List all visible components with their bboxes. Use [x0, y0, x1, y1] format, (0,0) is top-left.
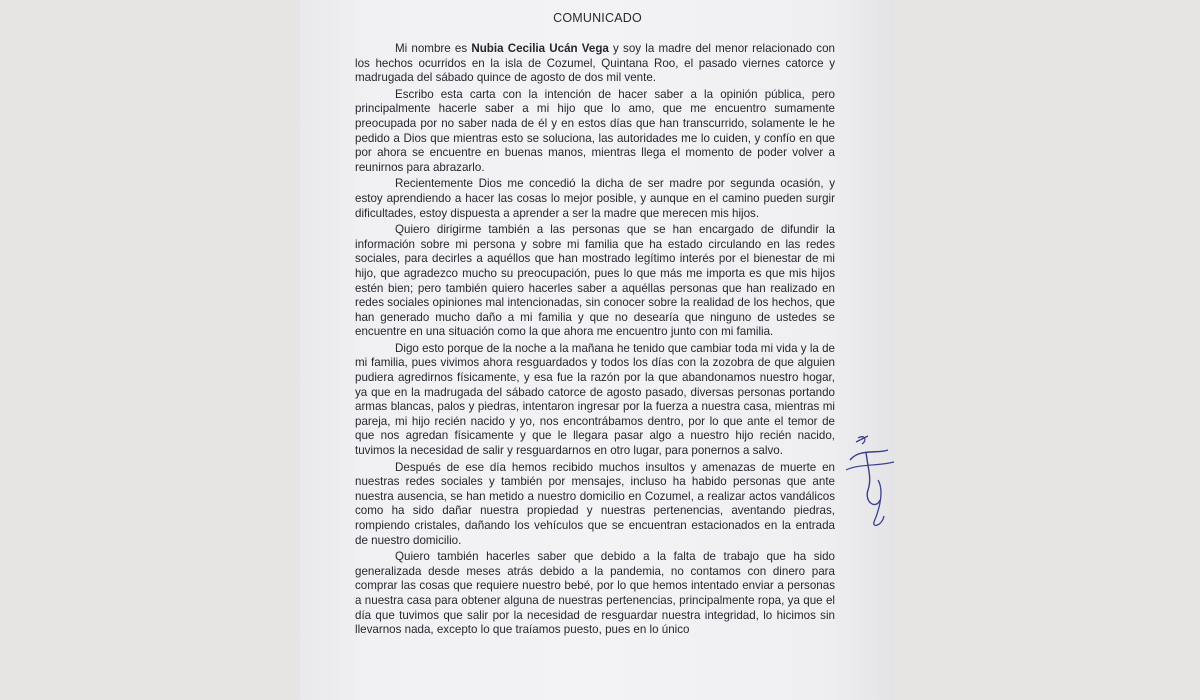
document-body	[355, 42, 835, 640]
left-background	[0, 0, 300, 700]
author-name: Nubia Cecilia Ucán Vega	[471, 42, 609, 55]
paragraph-4: Digo esto porque de la noche a la mañana he tenido que cambiar toda mi vida y la de mi familia, pues vivimos ahora resguardados y todos los días con la zozobra de que alguien pudiera agredirnos físicamente, y esa fue la razón por la que abandonamos nuestro hogar, ya que en la madrugada del sábado catorce de agosto pasado, diversas personas portando armas blancas, palos y piedras, intentaron ingresar por la fuerza a nuestra casa, mientras mi pareja, mi hijo recién nacido y yo, nos encontrábamos dentro, por lo que ante el temor de que nos agredan físicamente y que le llegara pasar algo a nuestro hijo recién nacido, tuvimos la necesidad de salir y resguardarnos en otro lugar, para ponernos a salvo.	[355, 341, 835, 458]
document-page	[300, 0, 895, 700]
handwritten-signature	[838, 430, 898, 530]
signature-icon	[838, 430, 898, 530]
document-title: COMUNICADO	[553, 11, 642, 25]
paragraph-2: Recientemente Dios me concedió la dicha de ser madre por segunda ocasión, y estoy aprendiendo a hacer las cosas lo mejor posible, y aunque en el camino pueden surgir dificultades, estoy dispuesta a aprender a ser la madre que merecen mis hijos.	[355, 177, 835, 220]
paragraph-5: Después de ese día hemos recibido muchos insultos y amenazas de muerte en nuestras redes sociales y también por mensajes, incluso ha habido personas que ante nuestra ausencia, se han metido a nuestro domicilio en Cozumel, a realizar actos vandálicos como ha sido dañar nuestra propiedad y nuestras pertenencias, aventando piedras, rompiendo cristales, dañando los vehículos que se encuentran estacionados en la entrada de nuestro domicilio.	[355, 460, 835, 547]
intro-paragraph: Mi nombre es Nubia Cecilia Ucán Vega y soy la madre del menor relacionado con los hechos ocurridos en la isla de Cozumel, Quintana Roo, el pasado viernes catorce y madrugada del sábado quince de agosto de dos mil vente.	[355, 42, 835, 85]
paragraph-1: Escribo esta carta con la intención de hacer saber a la opinión pública, pero principalmente hacerle saber a mi hijo que lo amo, que me encuentro sumamente preocupada por no saber nada de él y en estos días que han transcurrido, solamente le he pedido a Dios que mientras esto se soluciona, las autoridades me lo cuiden, y confío en que por ahora se encuentre en buenas manos, mientras llega el momento de poder volver a reunirnos para abrazarlo.	[355, 87, 835, 174]
paragraph-6: Quiero también hacerles saber que debido a la falta de trabajo que ha sido generalizada desde meses atrás debido a la pandemia, no contamos con dinero para comprar las cosas que requiere nuestro bebé, por lo que hemos intentado enviar a personas a nuestra casa para obtener alguna de nuestras pertenencias, principalmente ropa, ya que el día que tuvimos que salir por la necesidad de resguardar nuestra integridad, lo hicimos sin llevarnos nada, excepto lo que traíamos puesto, pues en lo único	[355, 550, 835, 637]
right-background	[895, 0, 1200, 700]
paragraph-3: Quiero dirigirme también a las personas que se han encargado de difundir la información sobre mi persona y sobre mi familia que ha estado circulando en las redes sociales, para decirles a aquéllos que han mostrado legítimo interés por el bienestar de mi hijo, que agradezco mucho su preocupación, pues lo que más me importa es que mis hijos estén bien; pero también quiero hacerles saber a aquéllas personas que han realizado en redes sociales opiniones mal intencionadas, sin conocer sobre la realidad de los hechos, que han generado mucho daño a mi familia y que no desearía que ninguno de ustedes se encuentre en una situación como la que ahora me encuentro junto con mi familia.	[355, 223, 835, 339]
